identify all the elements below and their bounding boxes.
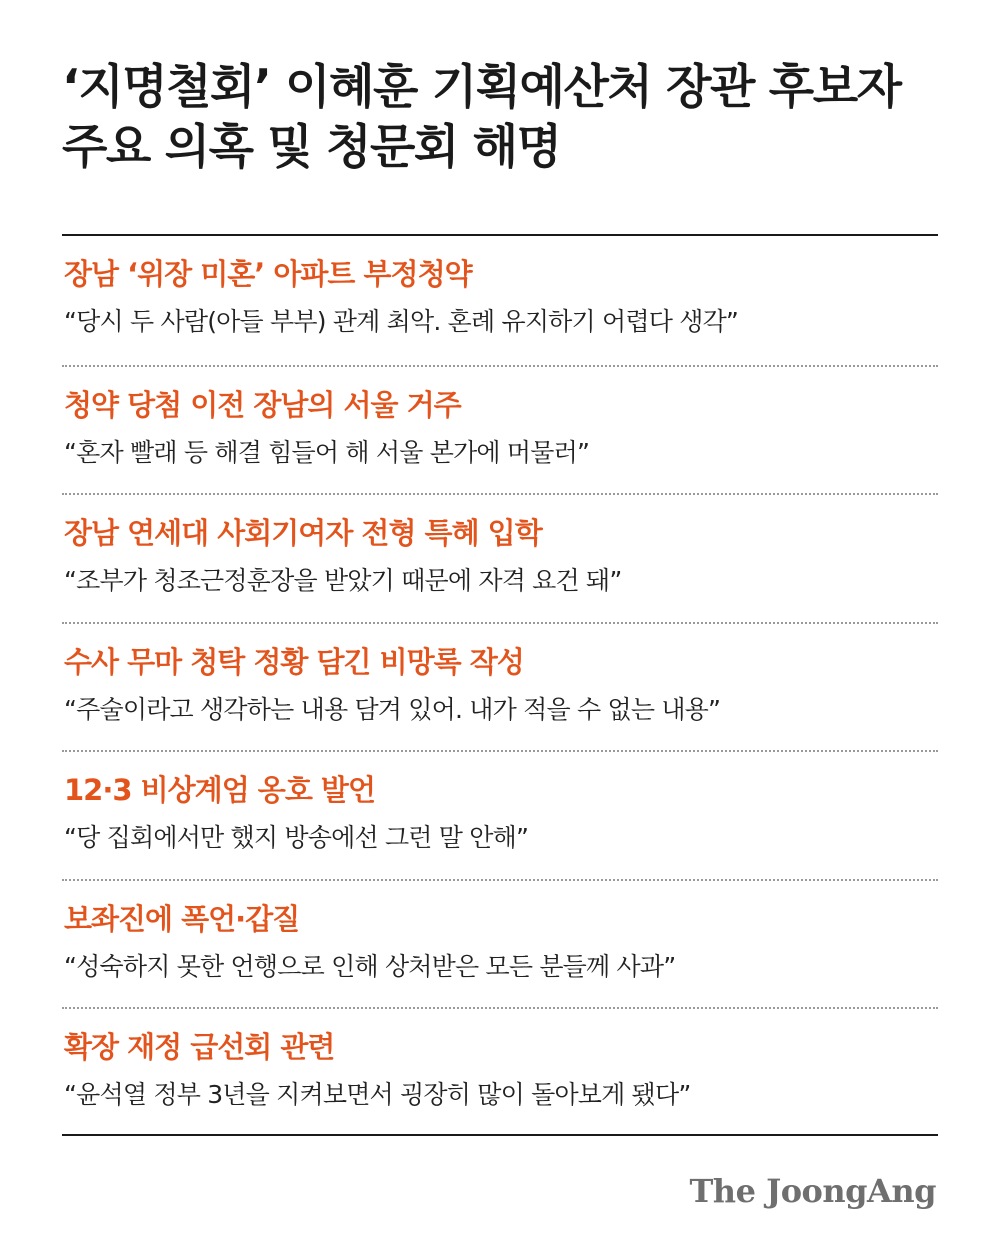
- bottom-divider: [62, 1134, 938, 1136]
- hearing-response-quote: “당시 두 사람(아들 부부) 관계 최악. 혼례 유지하기 어렵다 생각”: [64, 307, 739, 336]
- allegation-heading: 수사 무마 청탁 정황 담긴 비망록 작성: [64, 644, 524, 679]
- page-title: [62, 58, 942, 178]
- publisher-logo: The JoongAng: [689, 1172, 936, 1210]
- hearing-response-quote: “조부가 청조근정훈장을 받았기 때문에 자격 요건 돼”: [64, 566, 622, 595]
- hearing-response-quote: “성숙하지 못한 언행으로 인해 상처받은 모든 분들께 사과”: [64, 951, 676, 981]
- title-line-2: 주요 의혹 및 청문회 해명: [62, 120, 561, 175]
- list-item: [62, 879, 938, 1008]
- title-line-1: ‘지명철회’ 이혜훈 기획예산처 장관 후보자: [62, 60, 901, 115]
- hearing-response-quote: “혼자 빨래 등 해결 힘들어 해 서울 본가에 머물러”: [64, 437, 590, 467]
- list-item: [62, 750, 938, 879]
- list-item: [62, 622, 938, 751]
- allegation-heading: 확장 재정 급선회 관련: [64, 1030, 335, 1064]
- hearing-response-quote: “주술이라고 생각하는 내용 담겨 있어. 내가 적을 수 없는 내용”: [64, 694, 721, 724]
- hearing-response-quote: “윤석열 정부 3년을 지켜보면서 굉장히 많이 돌아보게 됐다”: [64, 1080, 691, 1109]
- hearing-response-quote: “당 집회에서만 했지 방송에선 그런 말 안해”: [64, 823, 529, 852]
- allegation-list: [62, 236, 938, 1136]
- allegation-heading: 장남 ‘위장 미혼’ 아파트 부정청약: [64, 257, 472, 291]
- allegation-heading: 보좌진에 폭언·갑질: [64, 901, 300, 936]
- allegation-heading: 장남 연세대 사회기여자 전형 특혜 입학: [64, 516, 542, 550]
- allegation-heading: 12·3 비상계엄 옹호 발언: [64, 773, 375, 807]
- allegation-heading: 청약 당첨 이전 장남의 서울 거주: [64, 387, 461, 422]
- list-item: [62, 493, 938, 622]
- list-item: [62, 1007, 938, 1136]
- list-item: [62, 365, 938, 494]
- list-item: [62, 236, 938, 365]
